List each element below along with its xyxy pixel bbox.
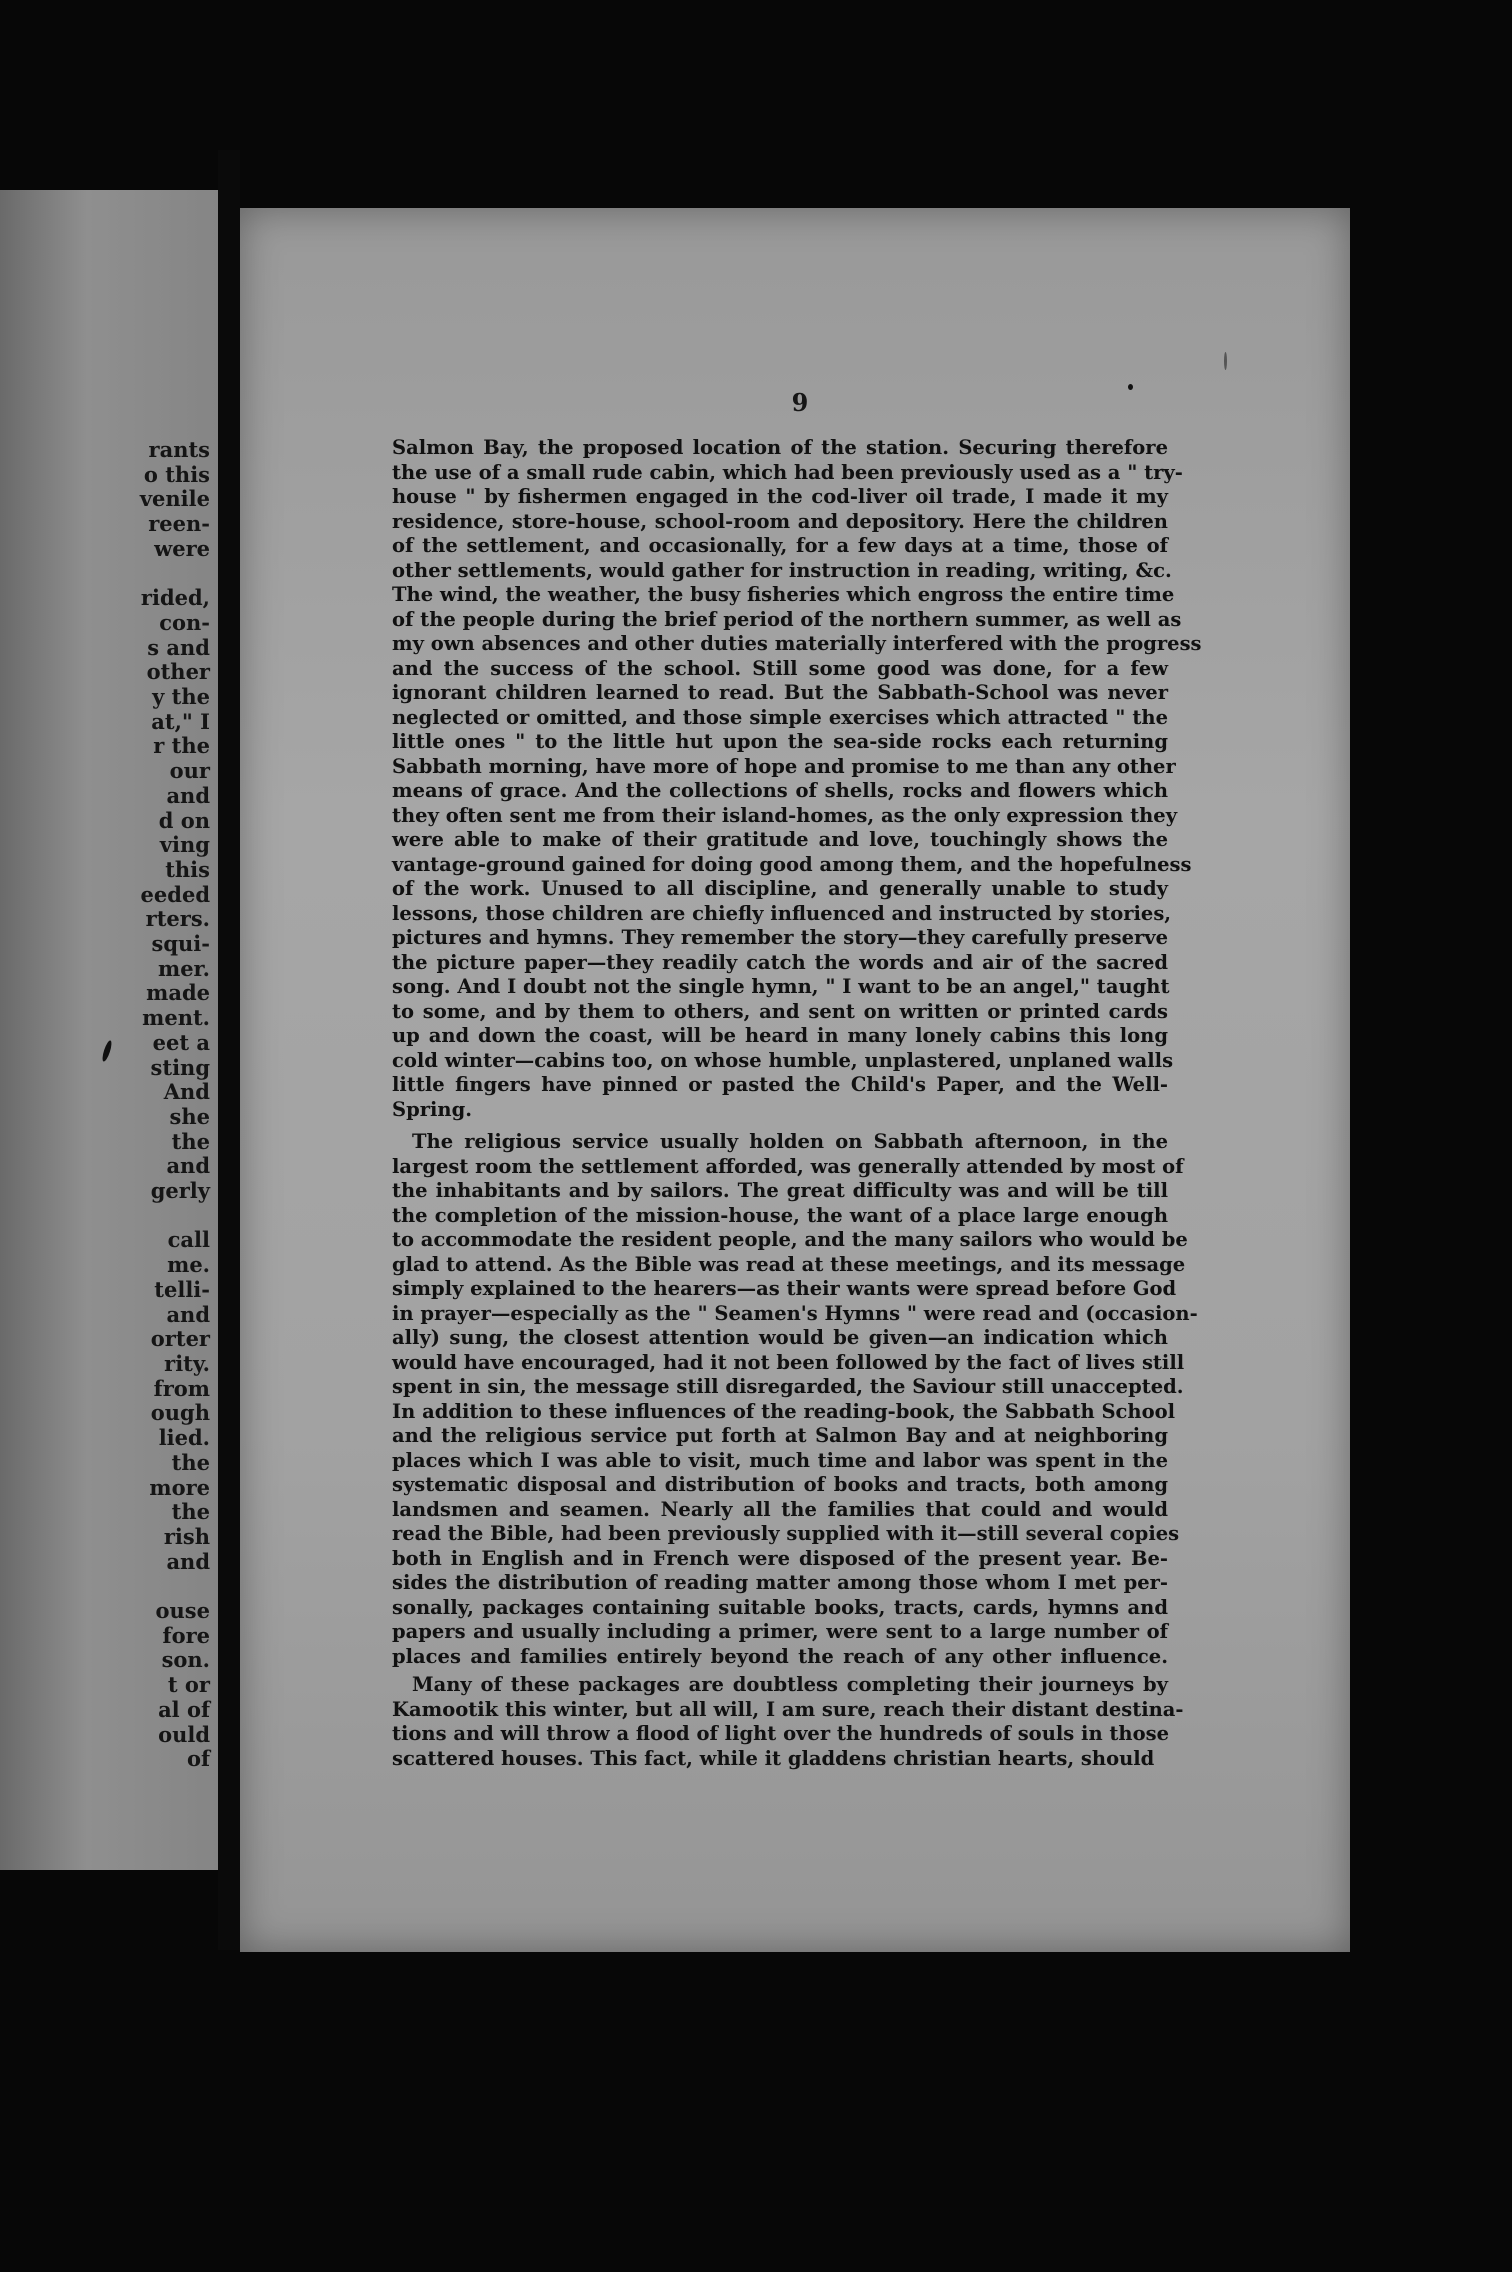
text-line: Spring. [392, 1097, 472, 1121]
body-text [392, 436, 1202, 1771]
left-page-line: and [166, 782, 210, 808]
text-line: up and down the coast, will be heard in many lonely cabins this long [392, 1024, 1168, 1047]
text-line: systematic disposal and distribution of books and tracts, both among [392, 1473, 1168, 1496]
left-page-line: ment. [142, 1005, 210, 1031]
text-line: the use of a small rude cabin, which had been previously used as a " try- [392, 460, 1183, 484]
text-line: my own absences and other duties materially interfered with the progress [392, 632, 1202, 655]
text-line: residence, store-house, school-room and depository. Here the children [392, 509, 1168, 533]
text-line: to some, and by them to others, and sent on written or printed cards [392, 999, 1168, 1023]
page-number: 9 [791, 388, 809, 417]
left-page-line: s and [147, 634, 210, 660]
text-line: papers and usually including a primer, were sent to a large number of [392, 1620, 1168, 1643]
left-page-line: at," I [151, 708, 210, 734]
left-page-line: al of [158, 1696, 210, 1722]
text-line: ignorant children learned to read. But the Sabbath-School was never [392, 681, 1168, 704]
text-line: Sabbath morning, have more of hope and promise to me than any other [392, 754, 1176, 778]
text-line: of the people during the brief period of the northern summer, as well as [392, 607, 1182, 631]
text-line: house " by fishermen engaged in the cod-liver oil trade, I made it my [392, 485, 1168, 508]
left-page-line: rity. [164, 1350, 210, 1376]
text-line: vantage-ground gained for doing good among them, and the hopefulness [392, 852, 1192, 876]
text-line: the completion of the mission-house, the want of a place large enough [392, 1203, 1168, 1227]
text-line: The wind, the weather, the busy fisheries which engross the entire time [392, 583, 1175, 606]
text-line: the inhabitants and by sailors. The great difficulty was and will be till [392, 1179, 1168, 1202]
left-page-line: t or [167, 1672, 210, 1698]
left-page-text [10, 438, 210, 1772]
text-line: were able to make of their gratitude and love, touchingly shows the [392, 828, 1168, 851]
left-page-line: d on [158, 807, 210, 833]
left-page-line: more [149, 1474, 210, 1500]
text-line: the picture paper—they readily catch the words and air of the sacred [392, 950, 1168, 974]
left-page-line: ouse [155, 1598, 210, 1623]
left-page-line: con- [159, 609, 210, 635]
left-page-line: fore [162, 1622, 210, 1648]
left-page-line: telli- [154, 1276, 210, 1302]
text-line: sonally, packages containing suitable books, tracts, cards, hymns and [392, 1595, 1168, 1619]
text-line: little ones " to the little hut upon the sea-side rocks each returning [392, 730, 1168, 753]
left-page-line: ough [150, 1400, 210, 1426]
text-line: to accommodate the resident people, and the many sailors who would be [392, 1228, 1188, 1251]
left-page-line: y the [152, 684, 210, 710]
text-line: read the Bible, had been previously supplied with it—still several copies [392, 1522, 1180, 1545]
text-line: cold winter—cabins too, on whose humble, unplastered, unplaned walls [392, 1048, 1174, 1072]
left-page-line: rish [163, 1523, 210, 1549]
left-page-line [10, 1204, 210, 1229]
left-page-line: the [171, 1128, 210, 1154]
text-line: simply explained to the hearers—as their wants were spread before God [392, 1277, 1177, 1300]
text-line: ally) sung, the closest attention would be given—an indication which [392, 1326, 1168, 1349]
left-page-line: gerly [150, 1178, 210, 1204]
left-page-line: orter [150, 1326, 210, 1352]
left-page-line: r the [153, 733, 210, 759]
text-line: other settlements, would gather for instruction in reading, writing, &c. [392, 558, 1172, 582]
text-line: they often sent me from their island-homes, as the only expression they [392, 803, 1178, 827]
left-page-line: the [171, 1449, 210, 1475]
left-page-line: our [169, 758, 210, 784]
left-page-line: of [186, 1746, 210, 1772]
text-line: of the work. Unused to all discipline, and generally unable to study [392, 877, 1168, 900]
left-page-line [10, 1574, 210, 1599]
text-line: both in English and in French were disposed of the present year. Be- [392, 1546, 1168, 1570]
text-line: Kamootik this winter, but all will, I am sure, reach their distant destina- [392, 1697, 1184, 1721]
left-page-line: eet a [152, 1029, 210, 1055]
text-line: glad to attend. As the Bible was read at these meetings, and its message [392, 1252, 1186, 1276]
left-page-line: from [153, 1375, 210, 1401]
text-line: The religious service usually holden on Sabbath afternoon, in the [412, 1130, 1168, 1153]
text-line: in prayer—especially as the " Seamen's Hymns " were read and (occasion- [392, 1301, 1198, 1325]
left-page-line: rided, [140, 585, 210, 611]
text-line: and the religious service put forth at Salmon Bay and at neighboring [392, 1424, 1168, 1447]
text-line: landsmen and seamen. Nearly all the families that could and would [392, 1497, 1168, 1521]
text-line: places which I was able to visit, much time and labor was spent in the [392, 1448, 1168, 1472]
left-page-line: o this [143, 461, 210, 487]
text-line: Salmon Bay, the proposed location of the station. Securing therefore [392, 436, 1168, 459]
text-line: and the success of the school. Still some good was done, for a few [392, 656, 1168, 680]
left-page-line: ving [159, 832, 210, 858]
film-speck [1128, 384, 1133, 390]
left-page-line: me. [167, 1252, 210, 1278]
left-page-line: mer. [157, 955, 210, 981]
left-page-line: and [166, 1153, 210, 1179]
text-line: spent in sin, the message still disregarded, the Saviour still unaccepted. [392, 1375, 1184, 1398]
text-line: largest room the settlement afforded, was generally attended by most of [392, 1154, 1184, 1178]
text-line: of the settlement, and occasionally, for a few days at a time, those of [392, 534, 1168, 557]
left-page-line: and [166, 1301, 210, 1327]
left-page-line: and [166, 1548, 210, 1574]
left-page-line: venile [139, 486, 210, 512]
right-page [240, 208, 1350, 1952]
text-line: means of grace. And the collections of shells, rocks and flowers which [392, 779, 1168, 802]
left-page-line: rants [148, 437, 210, 462]
text-line: In addition to these influences of the reading-book, the Sabbath School [392, 1399, 1176, 1423]
text-line: would have encouraged, had it not been followed by the fact of lives still [392, 1350, 1185, 1374]
book-gutter [218, 150, 240, 1950]
left-page-line: call [167, 1227, 210, 1253]
left-page-line: squi- [151, 931, 210, 957]
text-line: places and families entirely beyond the reach of any other influence. [392, 1644, 1168, 1668]
text-line: tions and will throw a flood of light over the hundreds of souls in those [392, 1722, 1169, 1745]
left-page-line: this [165, 856, 210, 882]
left-page-line: rters. [145, 906, 210, 932]
left-page-line: And [163, 1079, 210, 1105]
left-page-line: eeded [140, 881, 210, 907]
left-page-line: ould [158, 1721, 210, 1747]
left-page-line: reen- [148, 511, 210, 537]
left-page-line: lied. [158, 1425, 210, 1451]
text-line: Many of these packages are doubtless completing their journeys by [412, 1673, 1168, 1696]
text-line: lessons, those children are chiefly influenced and instructed by stories, [392, 901, 1172, 925]
text-line: neglected or omitted, and those simple exercises which attracted " the [392, 705, 1168, 729]
left-page-line: the [171, 1499, 210, 1525]
film-speck [1224, 352, 1227, 370]
left-page-line: son. [161, 1647, 210, 1673]
text-line: sides the distribution of reading matter among those whom I met per- [392, 1571, 1168, 1594]
text-line: little fingers have pinned or pasted the Child's Paper, and the Well- [392, 1073, 1168, 1096]
text-line: pictures and hymns. They remember the story—they carefully preserve [392, 926, 1168, 949]
left-page-line: other [146, 659, 210, 685]
left-page-fragment [0, 190, 218, 1870]
left-page-line: were [154, 535, 210, 561]
left-page-line: sting [150, 1054, 210, 1080]
left-page-line [10, 562, 210, 587]
left-page-line: she [169, 1103, 210, 1129]
text-line: song. And I doubt not the single hymn, " I want to be an angel," taught [392, 975, 1170, 998]
left-page-line: made [146, 980, 210, 1006]
text-line: scattered houses. This fact, while it gladdens christian hearts, should [392, 1746, 1155, 1770]
